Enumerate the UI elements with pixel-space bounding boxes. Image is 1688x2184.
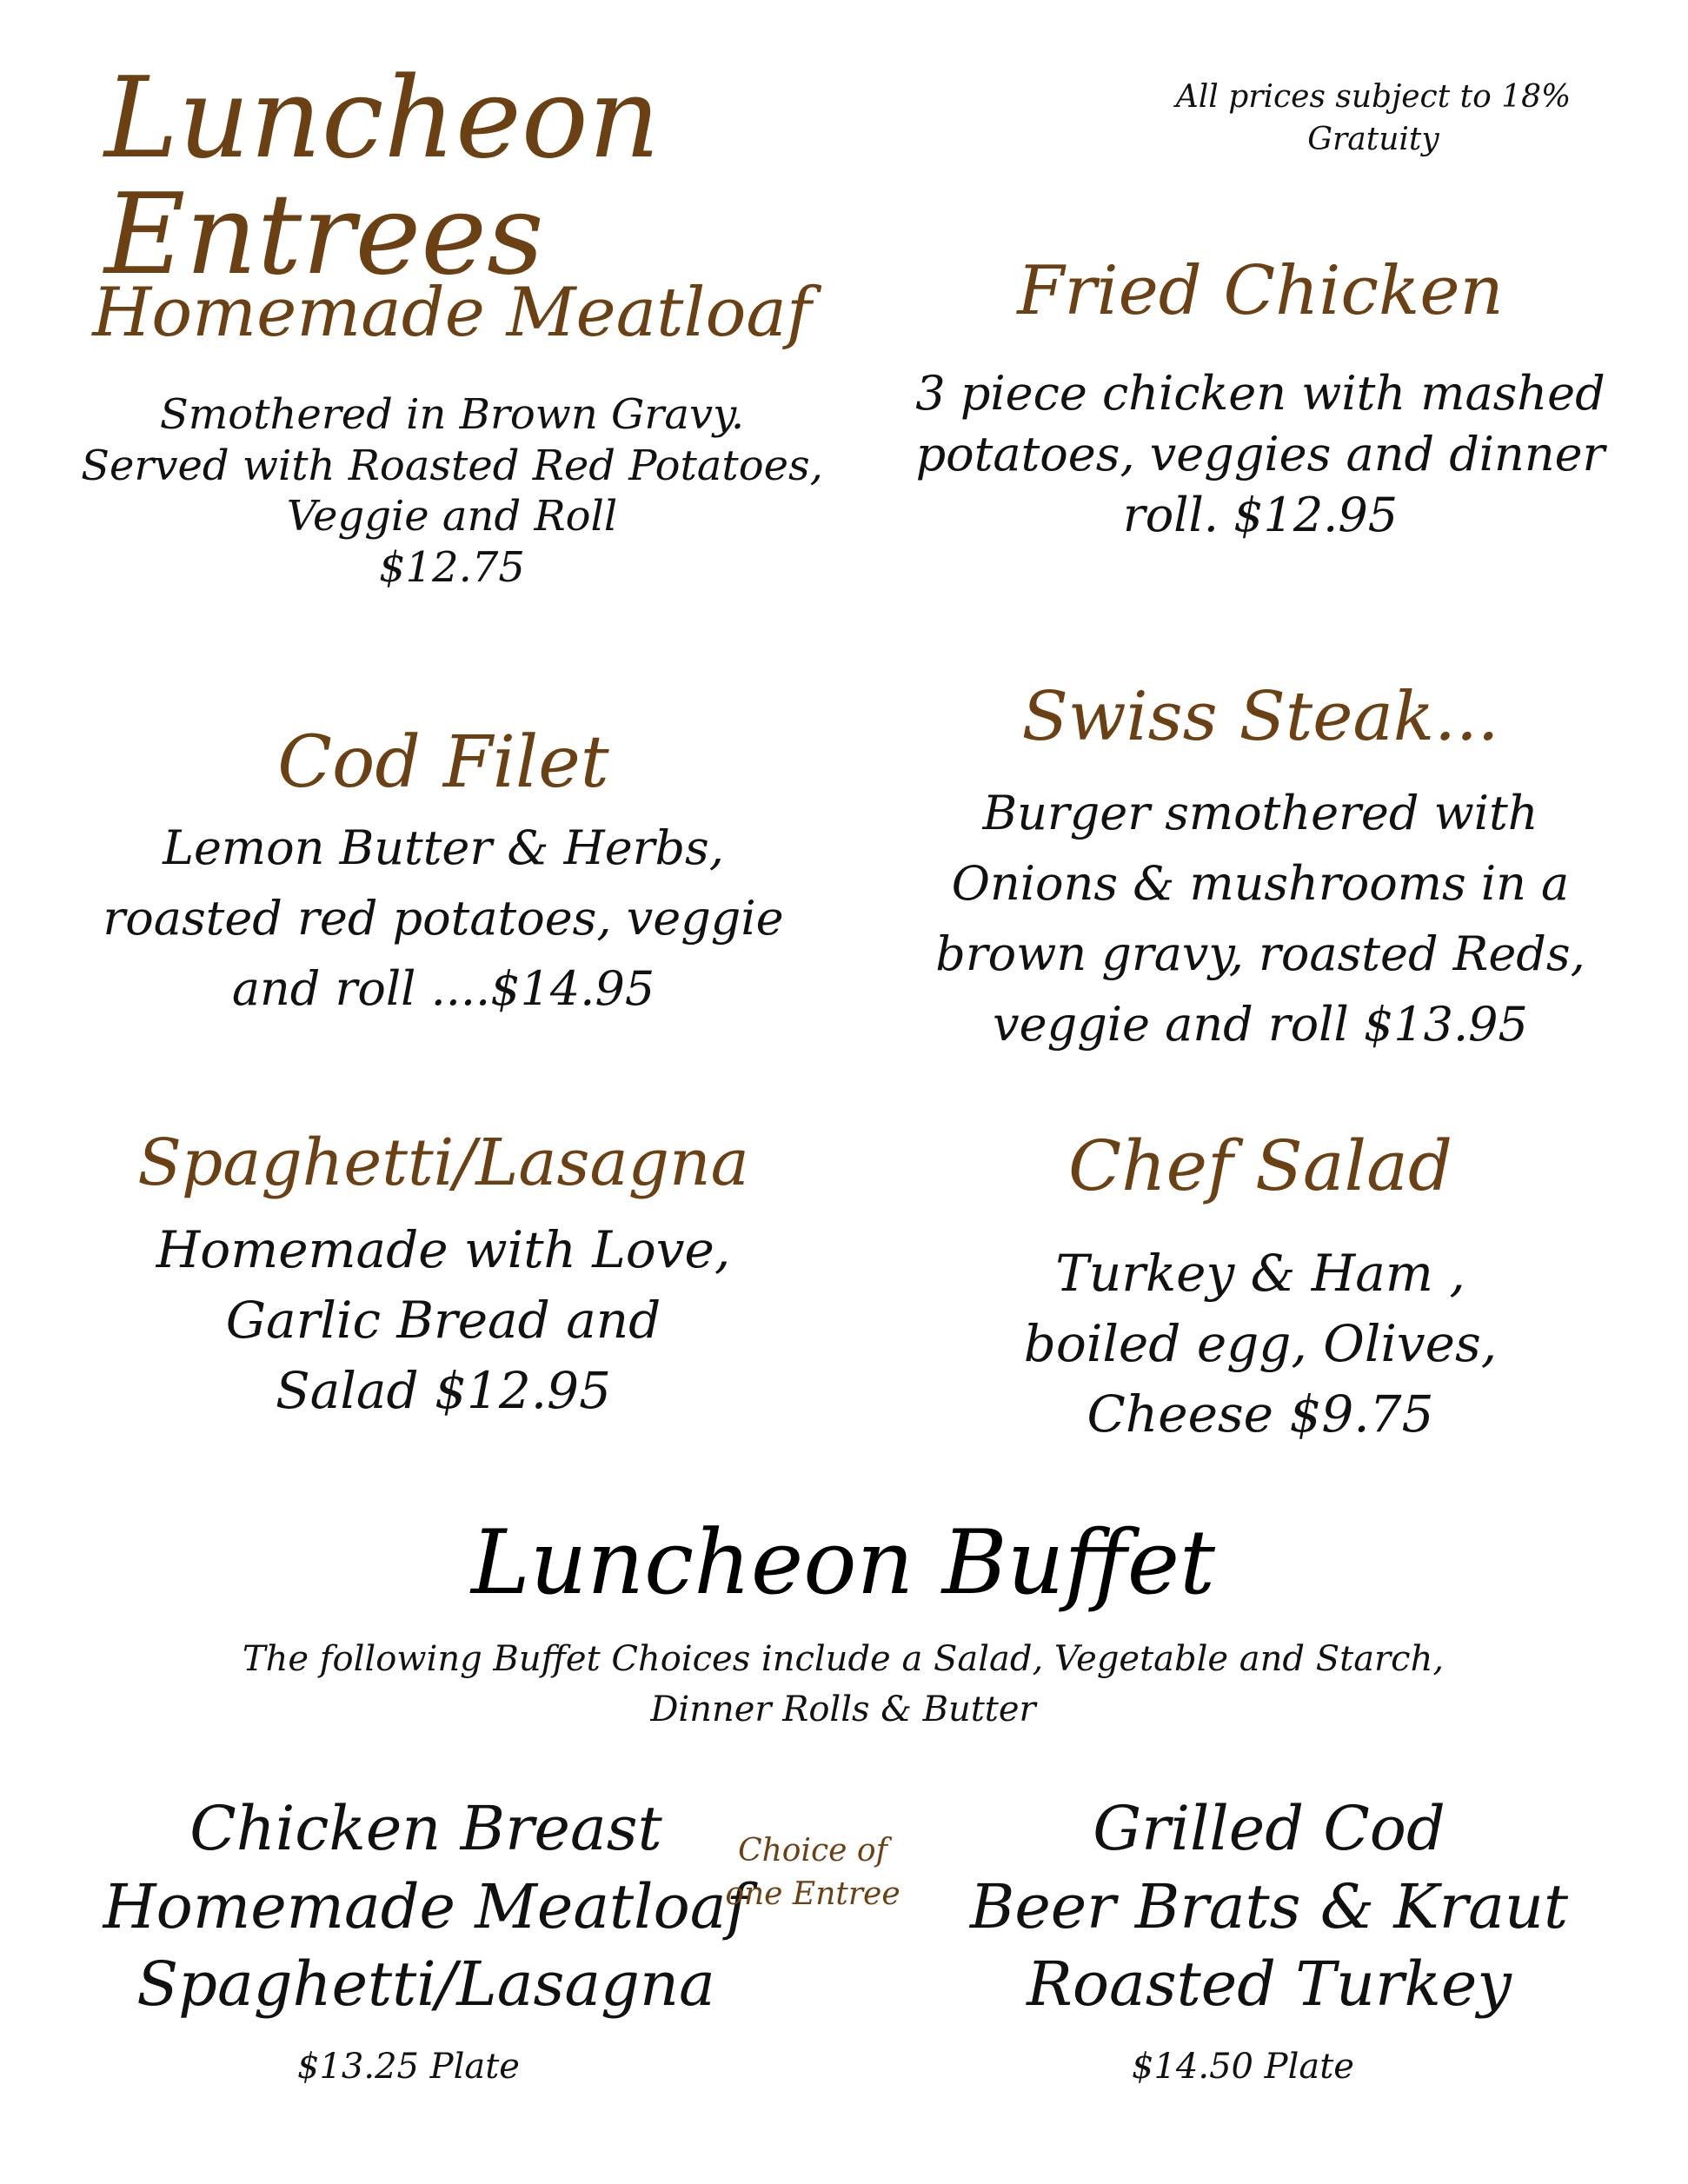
entree-desc-line: Smothered in Brown Gravy.	[159, 390, 745, 439]
entree-desc-line: 3 piece chicken with mashed	[915, 366, 1605, 421]
entree-desc-line: veggie and roll $13.95	[993, 997, 1528, 1052]
entree-desc-meatloaf	[52, 389, 852, 593]
entree-title-fried-chicken: Fried Chicken	[1017, 252, 1504, 330]
entree-desc-chef-salad	[869, 1238, 1651, 1450]
entree-title-meatloaf: Homemade Meatloaf	[92, 274, 812, 352]
entree-desc-line: Cheese $9.75	[1087, 1384, 1434, 1444]
entree-desc-line: brown gravy, roasted Reds,	[935, 926, 1585, 981]
choice-note-line-1: Choice of	[738, 1833, 887, 1869]
entree-desc-line: Served with Roasted Red Potatoes,	[81, 441, 823, 490]
entree-desc-line: Turkey & Ham ,	[1055, 1244, 1465, 1303]
entree-desc-line: Garlic Bread and	[225, 1291, 661, 1351]
entree-desc-line: Onions & mushrooms in a	[951, 856, 1570, 911]
buffet-left-item: Spaghetti/Lasagna	[136, 1948, 715, 2021]
gratuity-line-1: All prices subject to 18%	[1175, 79, 1572, 115]
entree-title-cod-filet: Cod Filet	[277, 721, 609, 804]
page-title: Luncheon Entrees	[104, 54, 661, 301]
entree-desc-cod-filet	[52, 813, 834, 1024]
gratuity-line-2: Gratuity	[1307, 121, 1439, 157]
buffet-description	[87, 1634, 1599, 1735]
entree-desc-spaghetti-lasagna	[52, 1215, 834, 1427]
buffet-right-price: $14.50 Plate	[1132, 2047, 1354, 2087]
entree-title-swiss-steak: Swiss Steak...	[1021, 678, 1499, 756]
entree-desc-line: and roll ....$14.95	[231, 961, 655, 1016]
buffet-left-item: Homemade Meatloaf	[103, 1870, 749, 1942]
entree-desc-line: Burger smothered with	[982, 786, 1538, 840]
buffet-right-list	[913, 1790, 1625, 2024]
buffet-right-item: Roasted Turkey	[1027, 1948, 1512, 2021]
buffet-right-item: Beer Brats & Kraut	[969, 1870, 1569, 1942]
entree-desc-line: potatoes, veggies and dinner	[915, 427, 1605, 482]
gratuity-note	[1147, 76, 1599, 161]
entree-desc-line: boiled egg, Olives,	[1023, 1314, 1498, 1374]
buffet-left-item: Chicken Breast	[189, 1793, 662, 1864]
entree-desc-line: roll. $12.95	[1122, 488, 1399, 543]
buffet-right-item: Grilled Cod	[1093, 1793, 1445, 1864]
choice-note	[704, 1829, 921, 1917]
choice-note-line-2: one Entree	[725, 1876, 900, 1913]
buffet-title: Luncheon Buffet	[470, 1511, 1216, 1615]
entree-desc-line: Homemade with Love,	[156, 1220, 731, 1279]
entree-price: $12.75	[379, 542, 525, 592]
entree-desc-swiss-steak	[869, 778, 1651, 1059]
entree-desc-line: Salad $12.95	[276, 1361, 611, 1421]
entree-desc-line: Veggie and Roll	[286, 492, 618, 541]
entree-desc-fried-chicken	[869, 363, 1651, 547]
entree-desc-line: roasted red potatoes, veggie	[103, 891, 784, 946]
buffet-left-list	[70, 1790, 782, 2024]
buffet-desc-line-1: The following Buffet Choices include a Salad, Vegetable and Starch,	[242, 1639, 1445, 1679]
buffet-desc-line-2: Dinner Rolls & Butter	[650, 1689, 1036, 1729]
entree-desc-line: Lemon Butter & Herbs,	[163, 820, 724, 875]
entree-title-chef-salad: Chef Salad	[1067, 1125, 1453, 1206]
entree-title-spaghetti-lasagna: Spaghetti/Lasagna	[137, 1125, 749, 1200]
buffet-left-price: $13.25 Plate	[297, 2047, 520, 2087]
